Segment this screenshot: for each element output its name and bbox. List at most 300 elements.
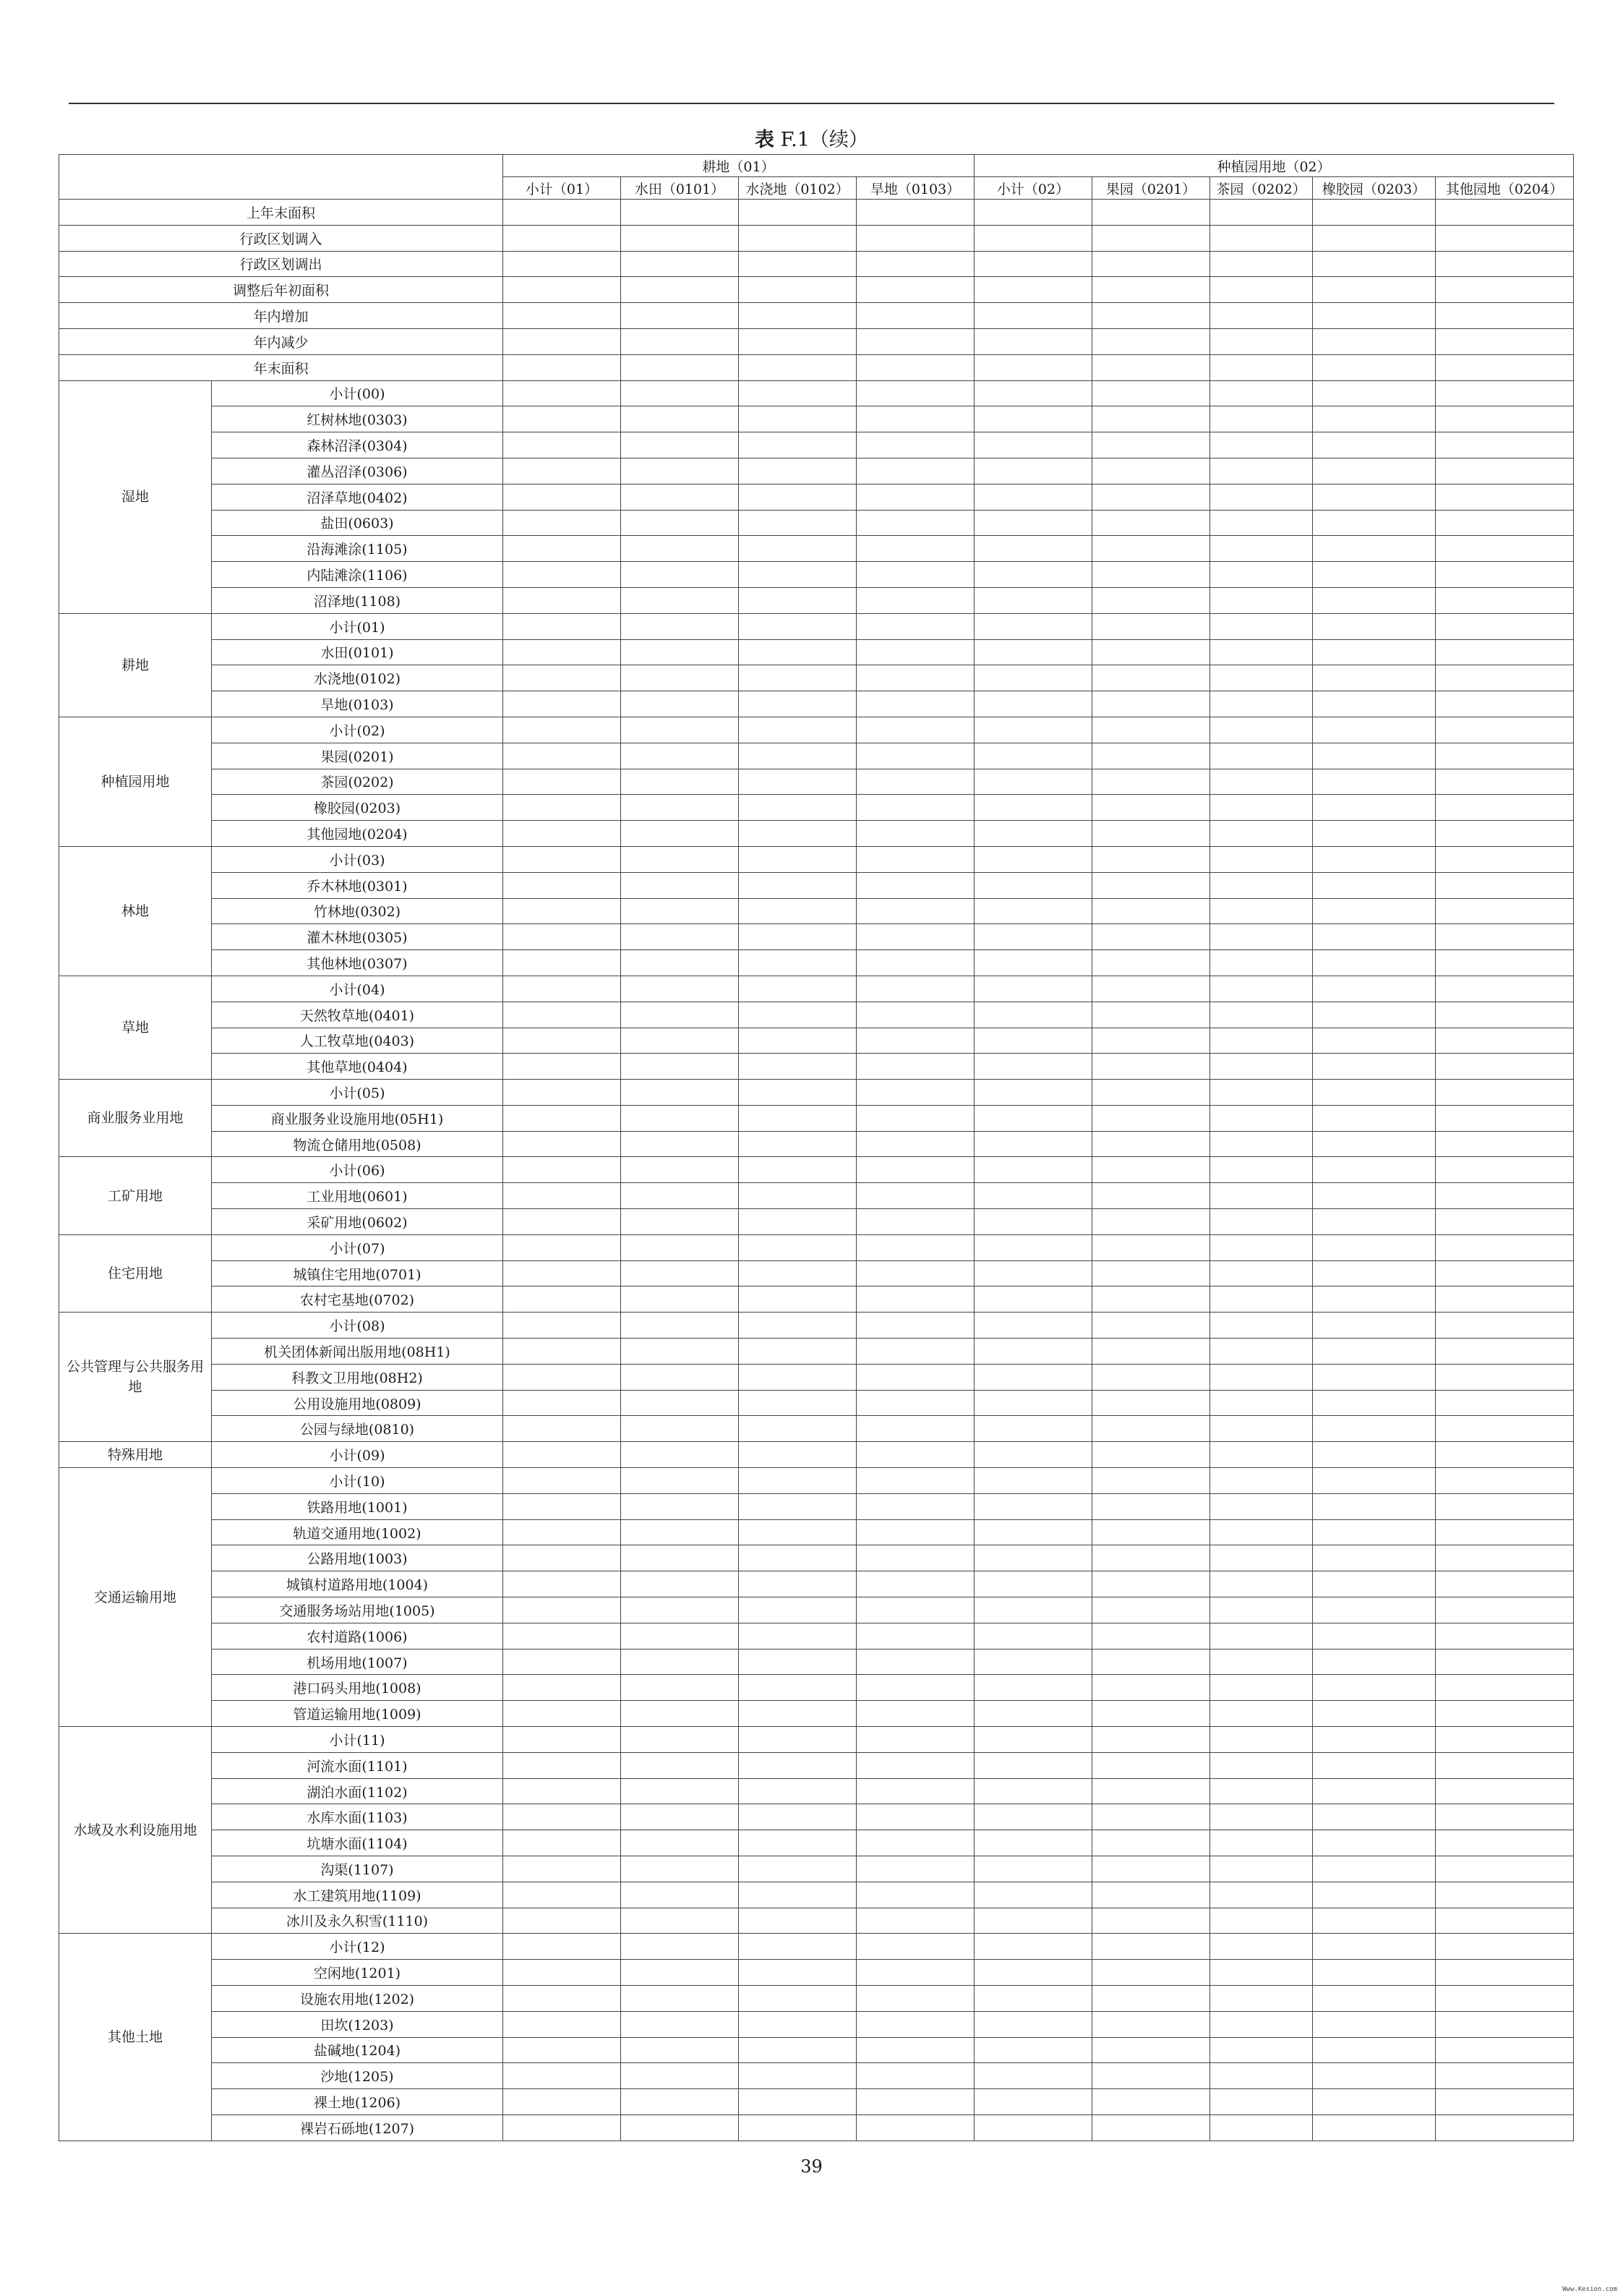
data-cell[interactable] — [1092, 1260, 1210, 1286]
data-cell[interactable] — [1313, 846, 1436, 872]
data-cell[interactable] — [1313, 1183, 1436, 1209]
data-cell[interactable] — [503, 200, 621, 226]
data-cell[interactable] — [739, 976, 857, 1002]
data-cell[interactable] — [1210, 2011, 1313, 2037]
data-cell[interactable] — [1210, 277, 1313, 303]
data-cell[interactable] — [621, 303, 739, 329]
data-cell[interactable] — [857, 1545, 975, 1571]
data-cell[interactable] — [1436, 200, 1574, 226]
data-cell[interactable] — [739, 846, 857, 872]
data-cell[interactable] — [1210, 1493, 1313, 1519]
data-cell[interactable] — [503, 406, 621, 432]
data-cell[interactable] — [1313, 1727, 1436, 1753]
data-cell[interactable] — [503, 846, 621, 872]
data-cell[interactable] — [857, 251, 975, 277]
data-cell[interactable] — [975, 950, 1092, 976]
data-cell[interactable] — [621, 821, 739, 847]
data-cell[interactable] — [1092, 200, 1210, 226]
data-cell[interactable] — [503, 1416, 621, 1442]
data-cell[interactable] — [857, 1649, 975, 1675]
data-cell[interactable] — [1210, 1028, 1313, 1054]
data-cell[interactable] — [1436, 1804, 1574, 1830]
data-cell[interactable] — [1313, 1752, 1436, 1778]
data-cell[interactable] — [1436, 1002, 1574, 1028]
data-cell[interactable] — [1313, 2063, 1436, 2089]
data-cell[interactable] — [1210, 665, 1313, 691]
data-cell[interactable] — [621, 769, 739, 795]
data-cell[interactable] — [1210, 1080, 1313, 1106]
data-cell[interactable] — [1210, 458, 1313, 484]
data-cell[interactable] — [975, 2114, 1092, 2141]
data-cell[interactable] — [857, 225, 975, 251]
data-cell[interactable] — [1313, 251, 1436, 277]
data-cell[interactable] — [503, 1804, 621, 1830]
data-cell[interactable] — [621, 1623, 739, 1649]
data-cell[interactable] — [503, 1882, 621, 1908]
data-cell[interactable] — [1210, 1701, 1313, 1727]
data-cell[interactable] — [739, 1623, 857, 1649]
data-cell[interactable] — [1313, 1209, 1436, 1235]
data-cell[interactable] — [1210, 2114, 1313, 2141]
data-cell[interactable] — [503, 380, 621, 406]
data-cell[interactable] — [1313, 1778, 1436, 1804]
data-cell[interactable] — [975, 1183, 1092, 1209]
data-cell[interactable] — [1210, 1157, 1313, 1183]
data-cell[interactable] — [1210, 1468, 1313, 1494]
data-cell[interactable] — [1092, 536, 1210, 562]
data-cell[interactable] — [739, 795, 857, 821]
data-cell[interactable] — [503, 821, 621, 847]
data-cell[interactable] — [1436, 665, 1574, 691]
data-cell[interactable] — [503, 2037, 621, 2063]
data-cell[interactable] — [1092, 328, 1210, 354]
data-cell[interactable] — [857, 1778, 975, 1804]
data-cell[interactable] — [857, 976, 975, 1002]
data-cell[interactable] — [739, 1468, 857, 1494]
data-cell[interactable] — [1210, 1908, 1313, 1934]
data-cell[interactable] — [503, 1493, 621, 1519]
data-cell[interactable] — [1210, 406, 1313, 432]
data-cell[interactable] — [1210, 1960, 1313, 1986]
data-cell[interactable] — [739, 458, 857, 484]
data-cell[interactable] — [1436, 1830, 1574, 1856]
data-cell[interactable] — [975, 1234, 1092, 1260]
data-cell[interactable] — [503, 1131, 621, 1157]
data-cell[interactable] — [857, 1183, 975, 1209]
data-cell[interactable] — [621, 510, 739, 536]
data-cell[interactable] — [1210, 251, 1313, 277]
data-cell[interactable] — [621, 1519, 739, 1545]
data-cell[interactable] — [503, 458, 621, 484]
data-cell[interactable] — [503, 1675, 621, 1701]
data-cell[interactable] — [857, 1597, 975, 1623]
data-cell[interactable] — [1210, 1105, 1313, 1131]
data-cell[interactable] — [739, 251, 857, 277]
data-cell[interactable] — [857, 2011, 975, 2037]
data-cell[interactable] — [975, 1468, 1092, 1494]
data-cell[interactable] — [857, 510, 975, 536]
data-cell[interactable] — [1092, 613, 1210, 639]
data-cell[interactable] — [1313, 898, 1436, 924]
data-cell[interactable] — [621, 1493, 739, 1519]
data-cell[interactable] — [739, 1002, 857, 1028]
data-cell[interactable] — [1092, 795, 1210, 821]
data-cell[interactable] — [1210, 1054, 1313, 1080]
data-cell[interactable] — [975, 2089, 1092, 2115]
data-cell[interactable] — [621, 406, 739, 432]
data-cell[interactable] — [1313, 277, 1436, 303]
data-cell[interactable] — [503, 2089, 621, 2115]
data-cell[interactable] — [621, 432, 739, 458]
data-cell[interactable] — [1092, 1623, 1210, 1649]
data-cell[interactable] — [975, 1286, 1092, 1313]
data-cell[interactable] — [1436, 1752, 1574, 1778]
data-cell[interactable] — [621, 1234, 739, 1260]
data-cell[interactable] — [503, 225, 621, 251]
data-cell[interactable] — [621, 1209, 739, 1235]
data-cell[interactable] — [857, 200, 975, 226]
data-cell[interactable] — [1313, 1364, 1436, 1390]
data-cell[interactable] — [1092, 1985, 1210, 2011]
data-cell[interactable] — [621, 562, 739, 588]
data-cell[interactable] — [975, 562, 1092, 588]
data-cell[interactable] — [1313, 1234, 1436, 1260]
data-cell[interactable] — [1092, 1519, 1210, 1545]
data-cell[interactable] — [857, 2037, 975, 2063]
data-cell[interactable] — [621, 1701, 739, 1727]
data-cell[interactable] — [621, 354, 739, 380]
data-cell[interactable] — [739, 432, 857, 458]
data-cell[interactable] — [975, 587, 1092, 613]
data-cell[interactable] — [1210, 1209, 1313, 1235]
data-cell[interactable] — [1210, 1442, 1313, 1468]
data-cell[interactable] — [1210, 484, 1313, 510]
data-cell[interactable] — [503, 1856, 621, 1882]
data-cell[interactable] — [739, 354, 857, 380]
data-cell[interactable] — [1210, 1339, 1313, 1365]
data-cell[interactable] — [1436, 1080, 1574, 1106]
data-cell[interactable] — [739, 1571, 857, 1597]
data-cell[interactable] — [503, 432, 621, 458]
data-cell[interactable] — [975, 251, 1092, 277]
data-cell[interactable] — [1313, 1157, 1436, 1183]
data-cell[interactable] — [975, 898, 1092, 924]
data-cell[interactable] — [739, 2089, 857, 2115]
data-cell[interactable] — [1436, 924, 1574, 950]
data-cell[interactable] — [1436, 484, 1574, 510]
data-cell[interactable] — [739, 1209, 857, 1235]
data-cell[interactable] — [1092, 898, 1210, 924]
data-cell[interactable] — [739, 1649, 857, 1675]
data-cell[interactable] — [621, 1183, 739, 1209]
data-cell[interactable] — [503, 1105, 621, 1131]
data-cell[interactable] — [1210, 2089, 1313, 2115]
data-cell[interactable] — [857, 898, 975, 924]
data-cell[interactable] — [1092, 1054, 1210, 1080]
data-cell[interactable] — [1436, 1649, 1574, 1675]
data-cell[interactable] — [975, 1985, 1092, 2011]
data-cell[interactable] — [1210, 1985, 1313, 2011]
data-cell[interactable] — [975, 1416, 1092, 1442]
data-cell[interactable] — [1313, 769, 1436, 795]
data-cell[interactable] — [739, 1183, 857, 1209]
data-cell[interactable] — [621, 1985, 739, 2011]
data-cell[interactable] — [503, 2063, 621, 2089]
data-cell[interactable] — [975, 200, 1092, 226]
data-cell[interactable] — [857, 846, 975, 872]
data-cell[interactable] — [1210, 536, 1313, 562]
data-cell[interactable] — [503, 1830, 621, 1856]
data-cell[interactable] — [503, 1234, 621, 1260]
data-cell[interactable] — [1313, 1468, 1436, 1494]
data-cell[interactable] — [1092, 510, 1210, 536]
data-cell[interactable] — [1313, 821, 1436, 847]
data-cell[interactable] — [975, 743, 1092, 769]
data-cell[interactable] — [1210, 1752, 1313, 1778]
data-cell[interactable] — [1436, 1960, 1574, 1986]
data-cell[interactable] — [857, 1054, 975, 1080]
data-cell[interactable] — [1436, 1286, 1574, 1313]
data-cell[interactable] — [1092, 2114, 1210, 2141]
data-cell[interactable] — [1313, 1882, 1436, 1908]
data-cell[interactable] — [857, 1934, 975, 1960]
data-cell[interactable] — [1092, 1545, 1210, 1571]
data-cell[interactable] — [621, 1856, 739, 1882]
data-cell[interactable] — [1313, 380, 1436, 406]
data-cell[interactable] — [975, 1390, 1092, 1416]
data-cell[interactable] — [1313, 1002, 1436, 1028]
data-cell[interactable] — [975, 1882, 1092, 1908]
data-cell[interactable] — [1092, 406, 1210, 432]
data-cell[interactable] — [1436, 691, 1574, 717]
data-cell[interactable] — [1210, 1571, 1313, 1597]
data-cell[interactable] — [1210, 821, 1313, 847]
data-cell[interactable] — [1313, 1856, 1436, 1882]
data-cell[interactable] — [739, 510, 857, 536]
data-cell[interactable] — [621, 458, 739, 484]
data-cell[interactable] — [621, 950, 739, 976]
data-cell[interactable] — [503, 691, 621, 717]
data-cell[interactable] — [1313, 1985, 1436, 2011]
data-cell[interactable] — [1092, 1028, 1210, 1054]
data-cell[interactable] — [857, 303, 975, 329]
data-cell[interactable] — [1210, 1416, 1313, 1442]
data-cell[interactable] — [1436, 1390, 1574, 1416]
data-cell[interactable] — [1313, 2037, 1436, 2063]
data-cell[interactable] — [1313, 484, 1436, 510]
data-cell[interactable] — [739, 1390, 857, 1416]
data-cell[interactable] — [621, 2089, 739, 2115]
data-cell[interactable] — [621, 2063, 739, 2089]
data-cell[interactable] — [739, 613, 857, 639]
data-cell[interactable] — [857, 587, 975, 613]
data-cell[interactable] — [621, 1105, 739, 1131]
data-cell[interactable] — [975, 1493, 1092, 1519]
data-cell[interactable] — [503, 1054, 621, 1080]
data-cell[interactable] — [621, 743, 739, 769]
data-cell[interactable] — [1313, 976, 1436, 1002]
data-cell[interactable] — [1092, 1856, 1210, 1882]
data-cell[interactable] — [975, 303, 1092, 329]
data-cell[interactable] — [1092, 1234, 1210, 1260]
data-cell[interactable] — [621, 536, 739, 562]
data-cell[interactable] — [1313, 1908, 1436, 1934]
data-cell[interactable] — [1436, 1313, 1574, 1339]
data-cell[interactable] — [975, 691, 1092, 717]
data-cell[interactable] — [1436, 458, 1574, 484]
data-cell[interactable] — [1313, 1571, 1436, 1597]
data-cell[interactable] — [1092, 1080, 1210, 1106]
data-cell[interactable] — [1436, 303, 1574, 329]
data-cell[interactable] — [739, 1752, 857, 1778]
data-cell[interactable] — [621, 613, 739, 639]
data-cell[interactable] — [857, 924, 975, 950]
data-cell[interactable] — [621, 2011, 739, 2037]
data-cell[interactable] — [1092, 1882, 1210, 1908]
data-cell[interactable] — [621, 976, 739, 1002]
data-cell[interactable] — [739, 1493, 857, 1519]
data-cell[interactable] — [503, 1649, 621, 1675]
data-cell[interactable] — [857, 406, 975, 432]
data-cell[interactable] — [1313, 303, 1436, 329]
data-cell[interactable] — [975, 1157, 1092, 1183]
data-cell[interactable] — [1092, 1752, 1210, 1778]
data-cell[interactable] — [1092, 1571, 1210, 1597]
data-cell[interactable] — [1436, 613, 1574, 639]
data-cell[interactable] — [621, 1468, 739, 1494]
data-cell[interactable] — [1436, 872, 1574, 898]
data-cell[interactable] — [621, 380, 739, 406]
data-cell[interactable] — [1092, 743, 1210, 769]
data-cell[interactable] — [503, 562, 621, 588]
data-cell[interactable] — [975, 1649, 1092, 1675]
data-cell[interactable] — [739, 1131, 857, 1157]
data-cell[interactable] — [503, 1028, 621, 1054]
data-cell[interactable] — [739, 1908, 857, 1934]
data-cell[interactable] — [503, 795, 621, 821]
data-cell[interactable] — [1313, 1286, 1436, 1313]
data-cell[interactable] — [621, 1778, 739, 1804]
data-cell[interactable] — [1092, 1002, 1210, 1028]
data-cell[interactable] — [503, 303, 621, 329]
data-cell[interactable] — [1313, 1028, 1436, 1054]
data-cell[interactable] — [857, 950, 975, 976]
data-cell[interactable] — [1436, 976, 1574, 1002]
data-cell[interactable] — [1313, 924, 1436, 950]
data-cell[interactable] — [1210, 380, 1313, 406]
data-cell[interactable] — [739, 1882, 857, 1908]
data-cell[interactable] — [621, 691, 739, 717]
data-cell[interactable] — [621, 1752, 739, 1778]
data-cell[interactable] — [1210, 1286, 1313, 1313]
data-cell[interactable] — [975, 1934, 1092, 1960]
data-cell[interactable] — [857, 2089, 975, 2115]
data-cell[interactable] — [1313, 743, 1436, 769]
data-cell[interactable] — [739, 639, 857, 665]
data-cell[interactable] — [1313, 1830, 1436, 1856]
data-cell[interactable] — [1092, 432, 1210, 458]
data-cell[interactable] — [1092, 691, 1210, 717]
data-cell[interactable] — [1210, 2037, 1313, 2063]
data-cell[interactable] — [1092, 1313, 1210, 1339]
data-cell[interactable] — [621, 1364, 739, 1390]
data-cell[interactable] — [503, 1157, 621, 1183]
data-cell[interactable] — [503, 639, 621, 665]
data-cell[interactable] — [1313, 2114, 1436, 2141]
data-cell[interactable] — [857, 821, 975, 847]
data-cell[interactable] — [975, 354, 1092, 380]
data-cell[interactable] — [1092, 2089, 1210, 2115]
data-cell[interactable] — [503, 277, 621, 303]
data-cell[interactable] — [1436, 1260, 1574, 1286]
data-cell[interactable] — [739, 1234, 857, 1260]
data-cell[interactable] — [1436, 1571, 1574, 1597]
data-cell[interactable] — [621, 1597, 739, 1623]
data-cell[interactable] — [503, 717, 621, 743]
data-cell[interactable] — [1436, 821, 1574, 847]
data-cell[interactable] — [1436, 225, 1574, 251]
data-cell[interactable] — [975, 328, 1092, 354]
data-cell[interactable] — [1092, 821, 1210, 847]
data-cell[interactable] — [1210, 1675, 1313, 1701]
data-cell[interactable] — [621, 587, 739, 613]
data-cell[interactable] — [1092, 1830, 1210, 1856]
data-cell[interactable] — [1092, 924, 1210, 950]
data-cell[interactable] — [1436, 1778, 1574, 1804]
data-cell[interactable] — [739, 1934, 857, 1960]
data-cell[interactable] — [1210, 200, 1313, 226]
data-cell[interactable] — [739, 743, 857, 769]
data-cell[interactable] — [1210, 1856, 1313, 1882]
data-cell[interactable] — [975, 484, 1092, 510]
data-cell[interactable] — [621, 1882, 739, 1908]
data-cell[interactable] — [739, 484, 857, 510]
data-cell[interactable] — [1210, 1882, 1313, 1908]
data-cell[interactable] — [1436, 950, 1574, 976]
data-cell[interactable] — [503, 665, 621, 691]
data-cell[interactable] — [975, 1830, 1092, 1856]
data-cell[interactable] — [1313, 458, 1436, 484]
data-cell[interactable] — [739, 950, 857, 976]
data-cell[interactable] — [621, 1002, 739, 1028]
data-cell[interactable] — [857, 1675, 975, 1701]
data-cell[interactable] — [857, 1131, 975, 1157]
data-cell[interactable] — [621, 1960, 739, 1986]
data-cell[interactable] — [1092, 2037, 1210, 2063]
data-cell[interactable] — [1092, 2063, 1210, 2089]
data-cell[interactable] — [503, 354, 621, 380]
data-cell[interactable] — [503, 587, 621, 613]
data-cell[interactable] — [739, 328, 857, 354]
data-cell[interactable] — [1436, 1105, 1574, 1131]
data-cell[interactable] — [975, 717, 1092, 743]
data-cell[interactable] — [1210, 1649, 1313, 1675]
data-cell[interactable] — [739, 277, 857, 303]
data-cell[interactable] — [857, 354, 975, 380]
data-cell[interactable] — [1436, 1519, 1574, 1545]
data-cell[interactable] — [739, 406, 857, 432]
data-cell[interactable] — [503, 976, 621, 1002]
data-cell[interactable] — [739, 1856, 857, 1882]
data-cell[interactable] — [1313, 587, 1436, 613]
data-cell[interactable] — [975, 1080, 1092, 1106]
data-cell[interactable] — [1313, 1339, 1436, 1365]
data-cell[interactable] — [1313, 1545, 1436, 1571]
data-cell[interactable] — [975, 1778, 1092, 1804]
data-cell[interactable] — [739, 1054, 857, 1080]
data-cell[interactable] — [1313, 1597, 1436, 1623]
data-cell[interactable] — [1210, 976, 1313, 1002]
